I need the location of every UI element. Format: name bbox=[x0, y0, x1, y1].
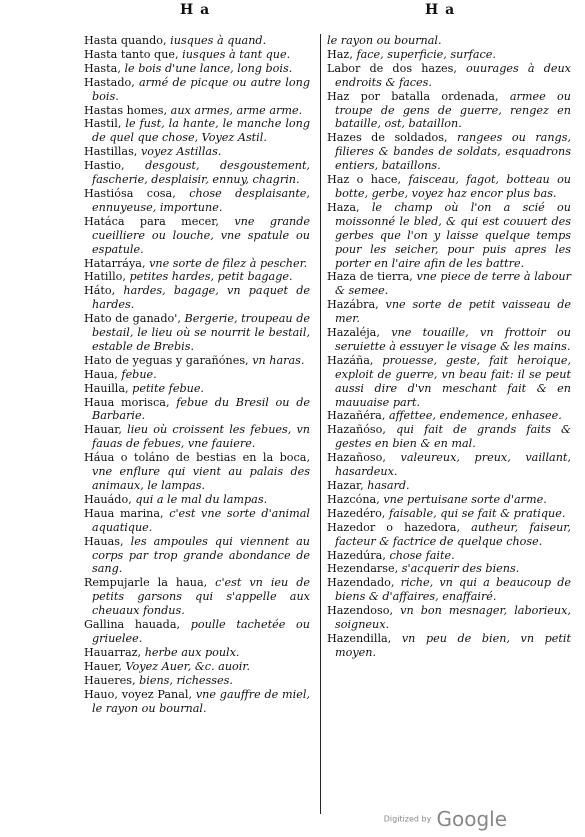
dictionary-entry bbox=[84, 117, 310, 145]
entry-definition: petite febue. bbox=[132, 381, 204, 395]
entry-definition: autheur, faiseur, facteur & factrice de quelque chose. bbox=[335, 520, 571, 548]
entry-definition: vne piece de terre à labour & semee. bbox=[335, 270, 571, 298]
entry-definition: hasard. bbox=[367, 479, 410, 492]
entry-definition: c'est vne sorte d'animal aquatique. bbox=[92, 506, 310, 534]
entry-headword: Hasta, bbox=[84, 61, 121, 75]
dictionary-entry bbox=[84, 660, 310, 674]
dictionary-entry bbox=[327, 632, 571, 660]
entry-headword: Haueres, bbox=[84, 673, 136, 687]
dictionary-entry bbox=[84, 674, 310, 688]
entry-definition: herbe aux poulx. bbox=[144, 645, 240, 659]
dictionary-entry bbox=[327, 576, 571, 604]
entry-definition: vne sorte de petit vaisseau de mer. bbox=[335, 298, 571, 326]
digitized-by-google-watermark bbox=[384, 807, 507, 831]
entry-headword: Hazañoso, bbox=[327, 451, 386, 465]
dictionary-entry bbox=[327, 131, 571, 173]
dictionary-entry bbox=[84, 48, 310, 62]
left-column bbox=[84, 34, 310, 715]
entry-headword: Hazendado, bbox=[327, 576, 395, 590]
entry-headword: Hastil, bbox=[84, 117, 122, 131]
dictionary-entry bbox=[84, 76, 310, 104]
dictionary-entry bbox=[84, 215, 310, 257]
entry-definition: c'est vn ieu de petits garsons qui s'appelle aux cheuaux fondus. bbox=[92, 576, 310, 618]
entry-headword: Haz, bbox=[327, 47, 353, 61]
entry-definition: ouurages à deux endroits & faces. bbox=[335, 61, 571, 89]
entry-headword: Hatillo, bbox=[84, 270, 126, 284]
entry-headword: Hasta quando, bbox=[84, 34, 167, 47]
entry-headword: Hazedúra, bbox=[327, 548, 386, 562]
entry-definition: le champ où l'on a scié ou moissonné le bled, & qui est couuert des gerbes que l'on y laisse quelque temps pour les seicher, pour puis apres les porter en l'aire afin de les battre. bbox=[335, 200, 571, 270]
right-column bbox=[320, 34, 571, 814]
dictionary-entry bbox=[84, 159, 310, 187]
entry-definition: qui a le mal du lampas. bbox=[135, 492, 268, 506]
entry-headword: Hazañéra, bbox=[327, 409, 386, 423]
entry-definition: Bergerie, troupeau de bestail, le lieu où se nourrit le bestail, estable de Brebis. bbox=[92, 312, 310, 353]
entry-headword: Hazedor o hazedora, bbox=[327, 520, 461, 534]
entry-headword: Hazedéro, bbox=[327, 506, 386, 520]
entry-definition: iusques à tant que. bbox=[182, 47, 291, 61]
dictionary-entry bbox=[84, 646, 310, 660]
entry-definition: qui fait de grands faits & gestes en bien & en mal. bbox=[335, 423, 571, 451]
dictionary-entry bbox=[84, 104, 310, 118]
entry-headword: Haza de tierra, bbox=[327, 270, 413, 284]
entry-headword: Hauas, bbox=[84, 534, 124, 548]
entry-definition: prouesse, geste, fait heroique, exploit de guerre, vn beau fait: il se peut aussi dire d'vn meschant fait & en mauuaise part. bbox=[335, 353, 571, 409]
dictionary-entry bbox=[84, 396, 310, 424]
dictionary-entry bbox=[327, 34, 571, 48]
dictionary-entry bbox=[327, 521, 571, 549]
dictionary-entry bbox=[327, 507, 571, 521]
entry-definition: faisceau, fagot, botteau ou botte, gerbe, voyez haz encor plus bas. bbox=[335, 173, 572, 200]
entry-definition: valeureux, preux, vaillant, hasardeux. bbox=[335, 451, 571, 479]
entry-headword: Hauer, bbox=[84, 659, 122, 673]
entry-definition: petites hardes, petit bagage. bbox=[129, 270, 293, 284]
entry-definition: desgoust, desgoustement, fascherie, desplaisir, ennuy, chagrin. bbox=[92, 159, 310, 187]
entry-definition: vne sorte de filez à pescher. bbox=[149, 256, 308, 270]
dictionary-entry bbox=[327, 451, 571, 479]
entry-definition: iusques à quand. bbox=[170, 34, 267, 47]
entry-definition: face, superficie, surface. bbox=[356, 47, 496, 61]
entry-definition: voyez Astillas. bbox=[140, 145, 222, 159]
entry-headword: Hauádo, bbox=[84, 492, 132, 506]
entry-headword: Haua marina, bbox=[84, 506, 164, 520]
entry-headword: Hastado, bbox=[84, 75, 135, 89]
dictionary-entry bbox=[84, 270, 310, 284]
entry-definition: febue. bbox=[121, 367, 157, 381]
dictionary-entry bbox=[327, 493, 571, 507]
entry-definition: affettee, endemence, enhasee. bbox=[388, 409, 562, 423]
entry-definition: vne gauffre de miel, le rayon ou bournal. bbox=[92, 687, 310, 715]
dictionary-entry bbox=[327, 479, 571, 493]
entry-headword: Hauo, voyez Panal, bbox=[84, 687, 193, 701]
entry-headword: Hastiósa cosa, bbox=[84, 186, 176, 200]
entry-definition: chose faite. bbox=[389, 548, 455, 562]
entry-definition: biens, richesses. bbox=[139, 673, 233, 687]
dictionary-entry bbox=[84, 618, 310, 646]
dictionary-entry bbox=[327, 562, 571, 576]
dictionary-entry bbox=[327, 201, 571, 271]
entry-definition: lieu où croissent les febues, vn fauas de febues, vne fauiere. bbox=[92, 423, 310, 451]
entry-headword: Haua, bbox=[84, 367, 118, 381]
entry-headword: Haua morisca, bbox=[84, 395, 170, 409]
dictionary-entry bbox=[84, 382, 310, 396]
entry-headword: Hazar, bbox=[327, 479, 364, 492]
dictionary-entry bbox=[327, 62, 571, 90]
entry-headword: Háto, bbox=[84, 284, 116, 298]
entry-headword: Hatarráya, bbox=[84, 256, 146, 270]
entry-headword: Haz por batalla ordenada, bbox=[327, 89, 499, 103]
entry-definition: vne grande cueilliere ou louche, vne spatule ou espatule. bbox=[92, 214, 311, 256]
entry-definition: aux armes, arme arme. bbox=[170, 103, 303, 117]
entry-headword: Haz o hace, bbox=[327, 173, 402, 187]
entry-headword: Hazaléja, bbox=[327, 326, 380, 340]
entry-headword: Hatáca para mecer, bbox=[84, 214, 219, 228]
dictionary-entry bbox=[327, 423, 571, 451]
entry-headword: Hauarraz, bbox=[84, 645, 142, 659]
entry-definition: Voyez Auer, &c. auoir. bbox=[125, 659, 251, 673]
dictionary-entry bbox=[84, 187, 310, 215]
dictionary-entry bbox=[84, 688, 310, 716]
entry-definition: armé de picque ou autre long bois. bbox=[92, 75, 310, 103]
entry-headword: Hasta tanto que, bbox=[84, 47, 179, 61]
entry-definition: hardes, bagage, vn paquet de hardes. bbox=[92, 284, 310, 312]
entry-definition: vn haras. bbox=[252, 353, 305, 367]
entry-definition: vne enflure qui vient au palais des animaux, le lampas. bbox=[92, 465, 310, 492]
dictionary-entry bbox=[327, 326, 571, 354]
page-header-right: H a bbox=[425, 2, 456, 18]
entry-definition: le rayon ou bournal. bbox=[327, 34, 442, 47]
dictionary-entry bbox=[327, 549, 571, 563]
dictionary-entry bbox=[84, 145, 310, 159]
entry-headword: Hauilla, bbox=[84, 381, 129, 395]
dictionary-entry bbox=[84, 284, 310, 312]
dictionary-entry bbox=[84, 34, 310, 48]
dictionary-entry bbox=[84, 535, 310, 577]
dictionary-entry bbox=[84, 257, 310, 271]
entry-definition: vne pertuisane sorte d'arme. bbox=[383, 492, 547, 506]
entry-headword: Hazendoso, bbox=[327, 604, 394, 618]
dictionary-entry bbox=[84, 368, 310, 382]
entry-definition: s'acquerir des biens. bbox=[401, 562, 520, 576]
entry-headword: Hastillas, bbox=[84, 145, 138, 159]
dictionary-entry bbox=[84, 62, 310, 76]
entry-headword: Hastas homes, bbox=[84, 103, 168, 117]
entry-headword: Rempujarle la haua, bbox=[84, 576, 208, 590]
entry-headword: Háua o toláno de bestias en la boca, bbox=[84, 451, 310, 465]
entry-headword: Hato de ganado', bbox=[84, 312, 181, 326]
entry-headword: Labor de dos hazes, bbox=[327, 61, 457, 75]
entry-headword: Hazañóso, bbox=[327, 423, 386, 437]
entry-headword: Haza, bbox=[327, 200, 360, 214]
dictionary-entry bbox=[327, 354, 571, 410]
entry-headword: Hazábra, bbox=[327, 298, 379, 312]
dictionary-entry bbox=[84, 312, 310, 354]
dictionary-entry bbox=[84, 507, 310, 535]
entry-definition: chose desplaisante, ennuyeuse, importune. bbox=[92, 186, 310, 214]
entry-definition: vn peu de bien, vn petit moyen. bbox=[335, 631, 571, 659]
entry-definition: vn bon mesnager, laborieux, soigneux. bbox=[335, 604, 571, 632]
entry-definition: rangees ou rangs, filieres & bandes de soldats, esquadrons entiers, bataillons. bbox=[335, 131, 571, 173]
entry-definition: riche, vn qui a beaucoup de biens & d'affaires, enaffairé. bbox=[335, 576, 571, 604]
dictionary-entry bbox=[84, 423, 310, 451]
entry-definition: poulle tachetée ou griuelee. bbox=[92, 618, 310, 645]
dictionary-entry bbox=[327, 48, 571, 62]
dictionary-entry bbox=[84, 576, 310, 618]
dictionary-entry bbox=[327, 298, 571, 326]
dictionary-entry bbox=[327, 270, 571, 298]
entry-headword: Hato de yeguas y garañónes, bbox=[84, 353, 249, 367]
entry-headword: Hazendilla, bbox=[327, 631, 392, 645]
entry-headword: Hazáña, bbox=[327, 353, 374, 367]
dictionary-entry bbox=[327, 409, 571, 423]
dictionary-entry bbox=[84, 493, 310, 507]
digitized-label: Digitized by bbox=[383, 814, 432, 824]
dictionary-entry bbox=[84, 451, 310, 493]
entry-definition: les ampoules qui viennent au corps par trop grande abondance de sang. bbox=[92, 534, 310, 576]
entry-headword: Gallina hauada, bbox=[84, 618, 181, 632]
entry-definition: vne touaille, vn frottoir ou seruiette à essuyer le visage & les mains. bbox=[335, 326, 572, 353]
entry-definition: febue du Bresil ou de Barbarie. bbox=[92, 395, 310, 423]
entry-definition: armee ou troupe de gens de guerre, rengez en bataille, ost, bataillon. bbox=[335, 89, 571, 131]
entry-definition: le fust, la hante, le manche long de quel que chose, Voyez Astil. bbox=[92, 117, 310, 145]
entry-headword: Hezendarse, bbox=[327, 562, 399, 576]
dictionary-entry bbox=[327, 90, 571, 132]
entry-headword: Hauar, bbox=[84, 423, 122, 437]
entry-definition: le bois d'une lance, long bois. bbox=[124, 61, 293, 75]
entry-headword: Hazcóna, bbox=[327, 492, 380, 506]
google-logo-text: Google bbox=[436, 807, 507, 831]
dictionary-entry bbox=[84, 354, 310, 368]
dictionary-entry bbox=[327, 173, 571, 201]
entry-headword: Hazes de soldados, bbox=[327, 131, 448, 145]
page-header-left: H a bbox=[180, 2, 211, 18]
dictionary-entry bbox=[327, 604, 571, 632]
entry-definition: faisable, qui se fait & pratique. bbox=[388, 506, 566, 520]
entry-headword: Hastio, bbox=[84, 159, 125, 173]
